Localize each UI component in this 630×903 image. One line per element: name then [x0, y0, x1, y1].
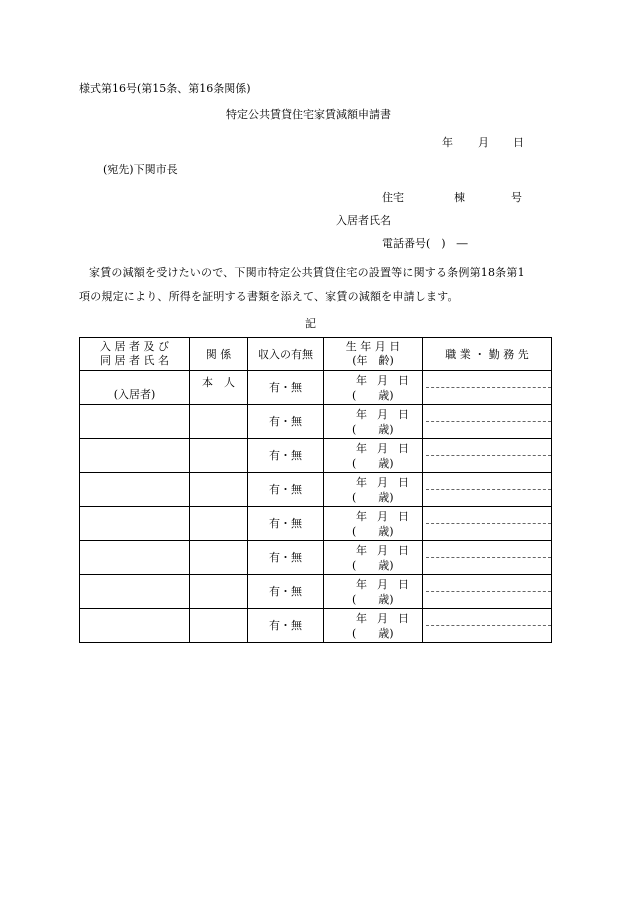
birthdate-ymd-label: 年月日	[356, 408, 419, 421]
table-row	[80, 541, 552, 575]
member-name-cell[interactable]	[80, 575, 190, 609]
header-birthdate-line1: 生 年 月 日	[345, 340, 401, 353]
table-row	[80, 439, 552, 473]
job-cell[interactable]	[423, 541, 552, 575]
household-members-table	[79, 337, 552, 643]
birthdate-ymd-label: 年月日	[356, 510, 419, 523]
addressee: (宛先)下関市長	[103, 163, 178, 176]
birthdate-ymd-label: 年月日	[356, 612, 419, 625]
job-cell[interactable]	[423, 473, 552, 507]
form-number-label: 様式第16号(第15条、第16条関係)	[79, 82, 251, 95]
member-name-cell[interactable]	[80, 609, 190, 643]
body-text-line-1: 家賃の減額を受けたいので、下関市特定公共賃貸住宅の設置等に関する条例第18条第1	[89, 266, 525, 279]
document-title: 特定公共賃貸住宅家賃減額申請書	[226, 108, 391, 121]
dotted-writing-line	[426, 387, 551, 388]
age-label: ( 歳)	[352, 389, 394, 402]
birthdate-cell[interactable]	[324, 575, 423, 609]
header-birthdate	[324, 338, 423, 371]
job-cell[interactable]	[423, 439, 552, 473]
income-cell[interactable]: 有・無	[248, 507, 324, 541]
dotted-writing-line	[426, 625, 551, 626]
table-row	[80, 371, 552, 405]
birthdate-cell[interactable]	[324, 507, 423, 541]
age-label: ( 歳)	[352, 627, 394, 640]
header-relation: 関 係	[190, 338, 248, 371]
table-row	[80, 575, 552, 609]
income-cell[interactable]: 有・無	[248, 439, 324, 473]
table-row	[80, 473, 552, 507]
birthdate-ymd-label: 年月日	[356, 544, 419, 557]
relation-cell[interactable]	[190, 575, 248, 609]
header-birthdate-line2: (年 齢)	[352, 354, 394, 367]
birthdate-cell[interactable]	[324, 473, 423, 507]
date-year-label: 年	[442, 136, 453, 149]
income-cell[interactable]: 有・無	[248, 473, 324, 507]
birthdate-ymd-label: 年月日	[356, 476, 419, 489]
table-row	[80, 507, 552, 541]
header-income: 収入の有無	[248, 338, 324, 371]
body-text-line-2: 項の規定により、所得を証明する書類を添えて、家賃の減額を申請します。	[79, 290, 459, 303]
age-label: ( 歳)	[352, 423, 394, 436]
age-label: ( 歳)	[352, 491, 394, 504]
income-cell[interactable]: 有・無	[248, 541, 324, 575]
table-row	[80, 405, 552, 439]
address-unit-label: 号	[511, 191, 522, 204]
birthdate-ymd-label: 年月日	[356, 578, 419, 591]
birthdate-cell[interactable]	[324, 541, 423, 575]
income-cell[interactable]: 有・無	[248, 371, 324, 405]
date-month-label: 月	[478, 136, 489, 149]
job-cell[interactable]	[423, 405, 552, 439]
header-name-line1: 入 居 者 及 び	[100, 340, 169, 353]
job-cell[interactable]	[423, 371, 552, 405]
table-row	[80, 609, 552, 643]
relation-cell[interactable]	[190, 541, 248, 575]
relation-cell[interactable]	[190, 473, 248, 507]
date-day-label: 日	[513, 136, 524, 149]
member-name-cell[interactable]	[80, 507, 190, 541]
address-building-label: 棟	[454, 191, 465, 204]
relation-cell[interactable]	[190, 439, 248, 473]
header-name	[80, 338, 190, 371]
dotted-writing-line	[426, 591, 551, 592]
dotted-writing-line	[426, 455, 551, 456]
dotted-writing-line	[426, 489, 551, 490]
job-cell[interactable]	[423, 609, 552, 643]
birthdate-ymd-label: 年月日	[356, 442, 419, 455]
birthdate-cell[interactable]	[324, 439, 423, 473]
age-label: ( 歳)	[352, 525, 394, 538]
dotted-writing-line	[426, 421, 551, 422]
dotted-writing-line	[426, 523, 551, 524]
birthdate-cell[interactable]	[324, 405, 423, 439]
relation-cell[interactable]: 本 人	[190, 371, 248, 405]
dotted-writing-line	[426, 557, 551, 558]
header-name-line2: 同 居 者 氏 名	[100, 354, 169, 367]
age-label: ( 歳)	[352, 559, 394, 572]
member-name-cell[interactable]	[80, 473, 190, 507]
job-cell[interactable]	[423, 575, 552, 609]
job-cell[interactable]	[423, 507, 552, 541]
birthdate-cell[interactable]	[324, 371, 423, 405]
header-job: 職 業 ・ 勤 務 先	[423, 338, 552, 371]
birthdate-cell[interactable]	[324, 609, 423, 643]
member-name-cell[interactable]	[80, 405, 190, 439]
member-name-cell[interactable]	[80, 439, 190, 473]
member-name-cell[interactable]	[80, 541, 190, 575]
resident-name-label: 入居者氏名	[336, 214, 391, 227]
phone-number-label: 電話番号( ) ―	[382, 237, 468, 250]
age-label: ( 歳)	[352, 593, 394, 606]
relation-cell[interactable]	[190, 405, 248, 439]
income-cell[interactable]: 有・無	[248, 405, 324, 439]
relation-cell[interactable]	[190, 507, 248, 541]
address-housing-label: 住宅	[382, 191, 404, 204]
birthdate-ymd-label: 年月日	[356, 374, 419, 387]
table-header-row	[80, 338, 552, 371]
relation-cell[interactable]	[190, 609, 248, 643]
income-cell[interactable]: 有・無	[248, 609, 324, 643]
member-name-cell[interactable]: (入居者)	[80, 371, 190, 405]
income-cell[interactable]: 有・無	[248, 575, 324, 609]
age-label: ( 歳)	[352, 457, 394, 470]
ki-heading: 記	[305, 317, 316, 330]
